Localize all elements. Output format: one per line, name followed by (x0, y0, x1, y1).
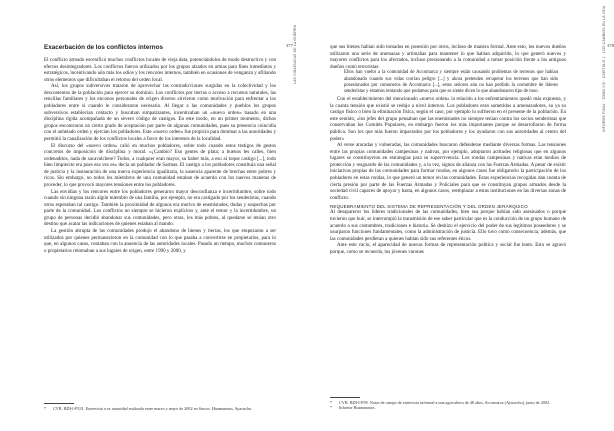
footnote-rule (44, 403, 74, 404)
paragraph: Así, los grupos subversivos trataron de aprovechar las contradicciones surgidas en la colectividad y los descontentos de la población para ejercer su dominio. Los conflictos por tierras o acceso a recursos naturales, las rencillas familiares y los enconos personales de origen diverso sirvieron como motivación para enfrentar a los pobladores entre sí cuando le consideraron necesario. Al llegar a las comunidades y pueblos los grupos subversivos establecían contacto y buscaban simpatizantes, incentivaban un «nuevo orden» basado en una disciplina rígida acompañada de un severo código de castigos. En este modo, en un primer momento, dichos grupos encontraron un cierto grado de aceptación por parte de algunas comunidades, pues su presencia coincidía con el anhelado orden y ejercían los pobladores. Este «nuevo orden» fue propicio para dominar a las autoridades y permitió la canalización de los conflictos locales a favor de los intereses de la localidad. (44, 83, 276, 142)
footnotes (330, 400, 566, 411)
right-text-column (330, 44, 566, 255)
footnote-mark: * (44, 406, 47, 411)
footnote (330, 405, 566, 410)
footnote-rule (330, 397, 360, 398)
paragraph: La gestión abrupta de las comunidades produjo el abandono de bienes y tierras, los que empezaron a ser utilizados por quienes permanecieron en la comunidad con lo que pasaba a convertirse en propietarios, para lo que, en algunos casos, contaban con la anuencia de las autoridades locales. Pasado un tiempo, muchos comuneros o propietarios retomaban a sus lugares de origen, entre 1990 y 2000, y (44, 228, 276, 254)
section-heading: Exacerbación de los conflictos internos (44, 44, 163, 51)
block-quote: Ellos han vuelto a la comunidad de Accomarca y siempre están causando problemas de terrenos que habían abandonado cuando sus vidas corrían peligro [...] y ahora pretenden recuperar los terrenos que han sido posesionados por comuneros de Accomarca [...], estos señores aún no han perdido la costumbre de líderes senderistas y estamos tentando que podamos para que se siente dicen lo que abandonaron tipo de moo. (344, 70, 558, 94)
running-head-left: LAS VIOLENCIAS DE LA GUERRA (293, 24, 297, 84)
paragraph: Con el establecimiento del mencionado «nuevo orden» la relación a los enfrentamientos quedó más expuesta, y la cuanta tensión que existió se redujo a nivel internos. Los pobladores eran sometidos a amenazadores, su ya su castigo físico o bien la eliminación física, según el caso, por ejemplo lo sufrieron en el presente de la población. En este sentido, «los jefes del grupo pensaban que las enemistades no siempre tenían contra los socios senderistas que conservaban los Comités Populares, en embargo fueron los más importantes porque se desarrollaron de forma pública. Son los que más fueron impactados por los pobladores y los ayudaron con sus autoridades al centro del poder» (330, 96, 566, 142)
paragraph: Ante este vacío, el aparecidad de nuevas formas de representación política y social fue lento. Esto se agravó porque, como se recuerda, los jóvenes varones (330, 242, 566, 255)
paragraph: Al desaparecer los líderes tradicionales de las comunidades, bien sea porque habían sido asesinados o porque tuvieron que huir, se interrumpió la transmisión de ese saber particular que es la conducción de un grupo humano de acuerdo a sus costumbres, tradiciones e historia. Se deshizo el ejercicio del poder de sus legítimos poseedores y se usurparon funciones fundamentales, como la administración de justicia. Ello tuvo como consecuencia, además, que las comunidades perdieran a quienes hablan sido sus referentes éticos. (330, 209, 566, 242)
paragraph: El conflicto armado escenificó muchos conflictos locales de vieja data, potenciándolos de modo destructivo y con efectos desintegradores. Los conflictos fueron utilizados por los grupos alzados en armas para fines inmediatos y estratégicos, incentivando aún más los odios y los rencores internos, también en ocasiones de venganza y afiliando otros elementos que dificultaban el retorno del orden local. (44, 57, 276, 83)
footnote-text: Informe Huamanatos. (339, 405, 376, 411)
footnote (44, 406, 276, 411)
left-text-column (44, 44, 276, 254)
subsection-heading: REQUEBRAMIENTO DEL SISTEMA DE REPRESENTACIÓN Y DEL ORDEN JERÁRQUICO (330, 204, 528, 210)
page-number-right: 378 (607, 43, 614, 48)
paragraph: El discurso del «nuevo orden» calió en muchos pobladores, sobre todo cuando estos testigos de gestos concretos de imposición de disciplina y moral. «¿Cambio? Eso gentes de plata; a buenos les calles, bien ordenaditos, nada de sacavalchere? Todos, a cualquier eran mayor, su haber más, a eso al toque castigo [...], todo bien limpiecito era pues esa vez es» decía un poblador de Sarmas. El castigo a los pobladores constituía una señal de justicia y la instauración de una nueva experiencia igualitaria, la ausencia aparente de brechas entre pobres y ricos. Sin embargo, no todos los miembros de una comunidad estaban de acuerdo con los nuevos maneras de proceder, lo que provocó mayores tensiones entre los pobladores. (44, 142, 276, 188)
footnote-text: CVR. BDI-I-P58. Notas de campo de entrevista informal a una agricultora de 48 años, Accomarca (Ayacucho), junio de 2002. (339, 400, 551, 405)
running-head-right: INFORME FINAL · TOMO VIII · CAPÍTULO 1 · LOS CAMBIOS EN LA VIDA (602, 5, 606, 132)
left-page (0, 0, 300, 431)
footnote-mark: * (330, 405, 333, 411)
footnote-text: CVR. BDI-I-P331. Entrevista a ex autoridad realizada entre marzo y mayo de 2002 en Sarcos. Huamanatos, Ayacucho. (53, 406, 253, 411)
paragraph: que sus bienes habían sido tomados en posesión por otros, incluso de manera formal. Ante esto, los nuevos dueños utilizaron una serie de amenazas y artimañas para mantener lo que habían adquirido, lo que generó nuevos y mayores conflictos para los afectados, incluso presionando a la comunidad a tomar posición frente a los antiguos dueños como terroristas: (330, 44, 566, 70)
footnote-mark: * (330, 400, 333, 405)
paragraph: Al verse atacadas y vulneradas, las comunidades buscaron defenderse mediante diversas formas. Las tensiones entre las propias comunidades campesinas y nativas, por ejemplo, adoptaron actitudes religiosas que en algunos lugares se constituyeron en estrategias para su supervivencia. Los rondas campesinas y nativas eran medios de protección y resguardo de las comunidades y, a la vez, signos de alianza con las Fuerzas Armadas. A pesar de existir iniciativas propias de las comunidades para formar rondas, en algunos casos fue obligatorio la participación de los pobladores en estas rondas, lo que generó un temor en las comunidades. Estas experiencias recogidas dan cuenta de cierta presión por parte de las Fuerzas Armadas y Policiales para que se constituyan grupos armados desde la sociedad civil capaces de apoyar y hasta, en algunos casos, reemplazar a estas instituciones en las diversas zonas de conflicto. (330, 142, 566, 201)
paragraph: Las envidias y los rencores entre los pobladores generaron mayor desconfianza e incertidumbre, sobre todo cuando sin ninguna razón algún miembro de una familia, por ejemplo, no era castigado por los senderistas, cuando otros esperaban tal castigo. También la proximidad de algunos era motivo de enemistades, dudas y sospechas por parte de la comunidad. Los conflictos no siempre se hicieron explícitos y, ante el temor y la incertidumbre, un grupo de personas decidió abandonar sus comunidades, pero otras, los más pobres, al quedarse se tenían otro destino que acatar las indicaciones de quienes estaban al mando. (44, 188, 276, 228)
page-number-left: 377 (286, 43, 293, 48)
